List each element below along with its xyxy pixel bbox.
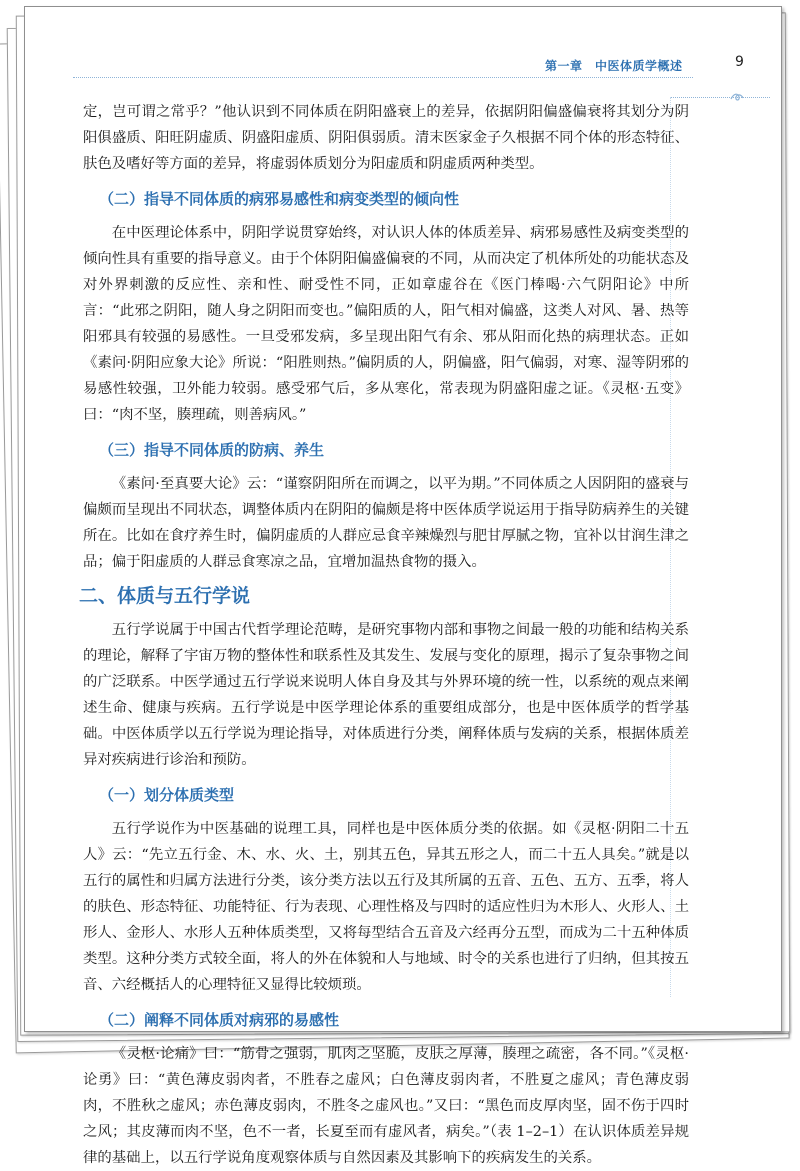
paragraph: 《素问·至真要大论》云：“谨察阴阳所在而调之，以平为期。”不同体质之人因阴阳的盛衰与偏颇而呈现出不同状态，调整体质内在阴阳的偏颇是将中医体质学说运用于指导防病养生的关键所在。比如在食疗养生时，偏阴虚质的人群应忌食辛辣燥烈与肥甘厚腻之物，宜补以甘润生津之品；偏于阳虚质的人群忌食寒凉之品，宜增加温热食物的摄入。 — [83, 476, 689, 570]
page-number: 9 — [735, 54, 744, 70]
section-heading: （二）指导不同体质的病邪易感性和病变类型的倾向性 — [99, 190, 460, 208]
running-head: 第一章 中医体质学概述 — [545, 59, 683, 73]
header-rule — [73, 77, 693, 78]
paragraph: 在中医理论体系中，阴阳学说贯穿始终，对认识人体的体质差异、病邪易感性及病变类型的倾向性具有重要的指导意义。由于个体阴阳偏盛偏衰的不同，从而决定了机体所处的功能状态及对外界刺激的反应性、亲和性、耐受性不同，正如章虚谷在《医门棒喝·六气阴阳论》中所言：“此邪之阴阳，随人身之阴阳而变也。”偏阳质的人，阳气相对偏盛，这类人对风、暑、热等阳邪具有较强的易感性。一旦受邪发病，多呈现出阳气有余、邪从阳而化热的病理状态。正如《素问·阴阳应象大论》所说：“阳胜则热。”偏阴质的人，阴偏盛，阳气偏弱，对寒、湿等阴邪的易感性较强，卫外能力较弱。感受邪气后，多从寒化，常表现为阴盛阳虚之证。《灵枢·五变》曰：“肉不坚，腠理疏，则善病风。” — [83, 225, 689, 423]
margin-rule — [670, 97, 770, 98]
paragraph: 《灵枢·论痛》曰：“筋骨之强弱，肌肉之坚脆，皮肤之厚薄，腠理之疏密，各不同。”《灵枢·论勇》曰：“黄色薄皮弱肉者，不胜春之虚风；白色薄皮弱肉者，不胜夏之虚风；青色薄皮弱肉，不胜秋之虚风；赤色薄皮弱肉，不胜冬之虚风也。”又曰：“黑色而皮厚肉坚，固不伤于四时之风；其皮薄而肉不坚，色不一者，长夏至而有虚风者，病矣。”（表 1–2–1）在认识体质差异规律的基础上，以五行学说角度观察体质与自然因素及其影响下的疾病发生的关系。 — [83, 1046, 689, 1166]
paragraph: 五行学说作为中医基础的说理工具，同样也是中医体质分类的依据。如《灵枢·阴阳二十五人》云：“先立五行金、木、水、火、土，别其五色，异其五形之人，而二十五人具矣。”就是以五行的属性和归属方法进行分类，该分类方法以五行及其所属的五音、五色、五方、五季，将人的肤色、形态特征、功能特征、行为表现、心理性格及与四时的适应性归为木形人、火形人、土形人、金形人、水形人五种体质类型，又将每型结合五音及六经再分五型，而成为二十五种体质类型。这种分类方式较全面，将人的外在体貌和人与地域、时令的关系也进行了归纳，但其按五音、六经概括人的心理特征又显得比较烦琐。 — [83, 821, 689, 993]
section-heading: （一）划分体质类型 — [99, 786, 235, 804]
paragraph: 五行学说属于中国古代哲学理论范畴，是研究事物内部和事物之间最一般的功能和结构关系的理论，解释了宇宙万物的整体性和联系性及其发生、发展与变化的原理，揭示了复杂事物之间的广泛联系。中医学通过五行学说来说明人体自身及其与外界环境的统一性，以系统的观点来阐述生命、健康与疾病。五行学说是中医学理论体系的重要组成部分，也是中医体质学的哲学基础。中医体质学以五行学说为理论指导，对体质进行分类，阐释体质与发病的关系，根据体质差异对疾病进行诊治和预防。 — [83, 622, 689, 768]
pen-flourish-icon — [729, 89, 745, 105]
paragraph: 定，岂可谓之常乎？”他认识到不同体质在阴阳盛衰上的差异，依据阴阳偏盛偏衰将其划分为阴阳俱盛质、阳旺阴虚质、阴盛阳虚质、阴阳俱弱质。清末医家金子久根据不同个体的形态特征、肤色及嗜好等方面的差异，将虚弱体质划分为阳虚质和阴虚质两种类型。 — [83, 104, 689, 172]
page-body — [79, 99, 689, 1171]
chapter-section-title: 二、体质与五行学说 — [79, 585, 251, 607]
section-heading: （三）指导不同体质的防病、养生 — [99, 441, 325, 459]
book-page — [24, 6, 782, 1166]
section-heading: （二）阐释不同体质对病邪的易感性 — [99, 1011, 340, 1029]
